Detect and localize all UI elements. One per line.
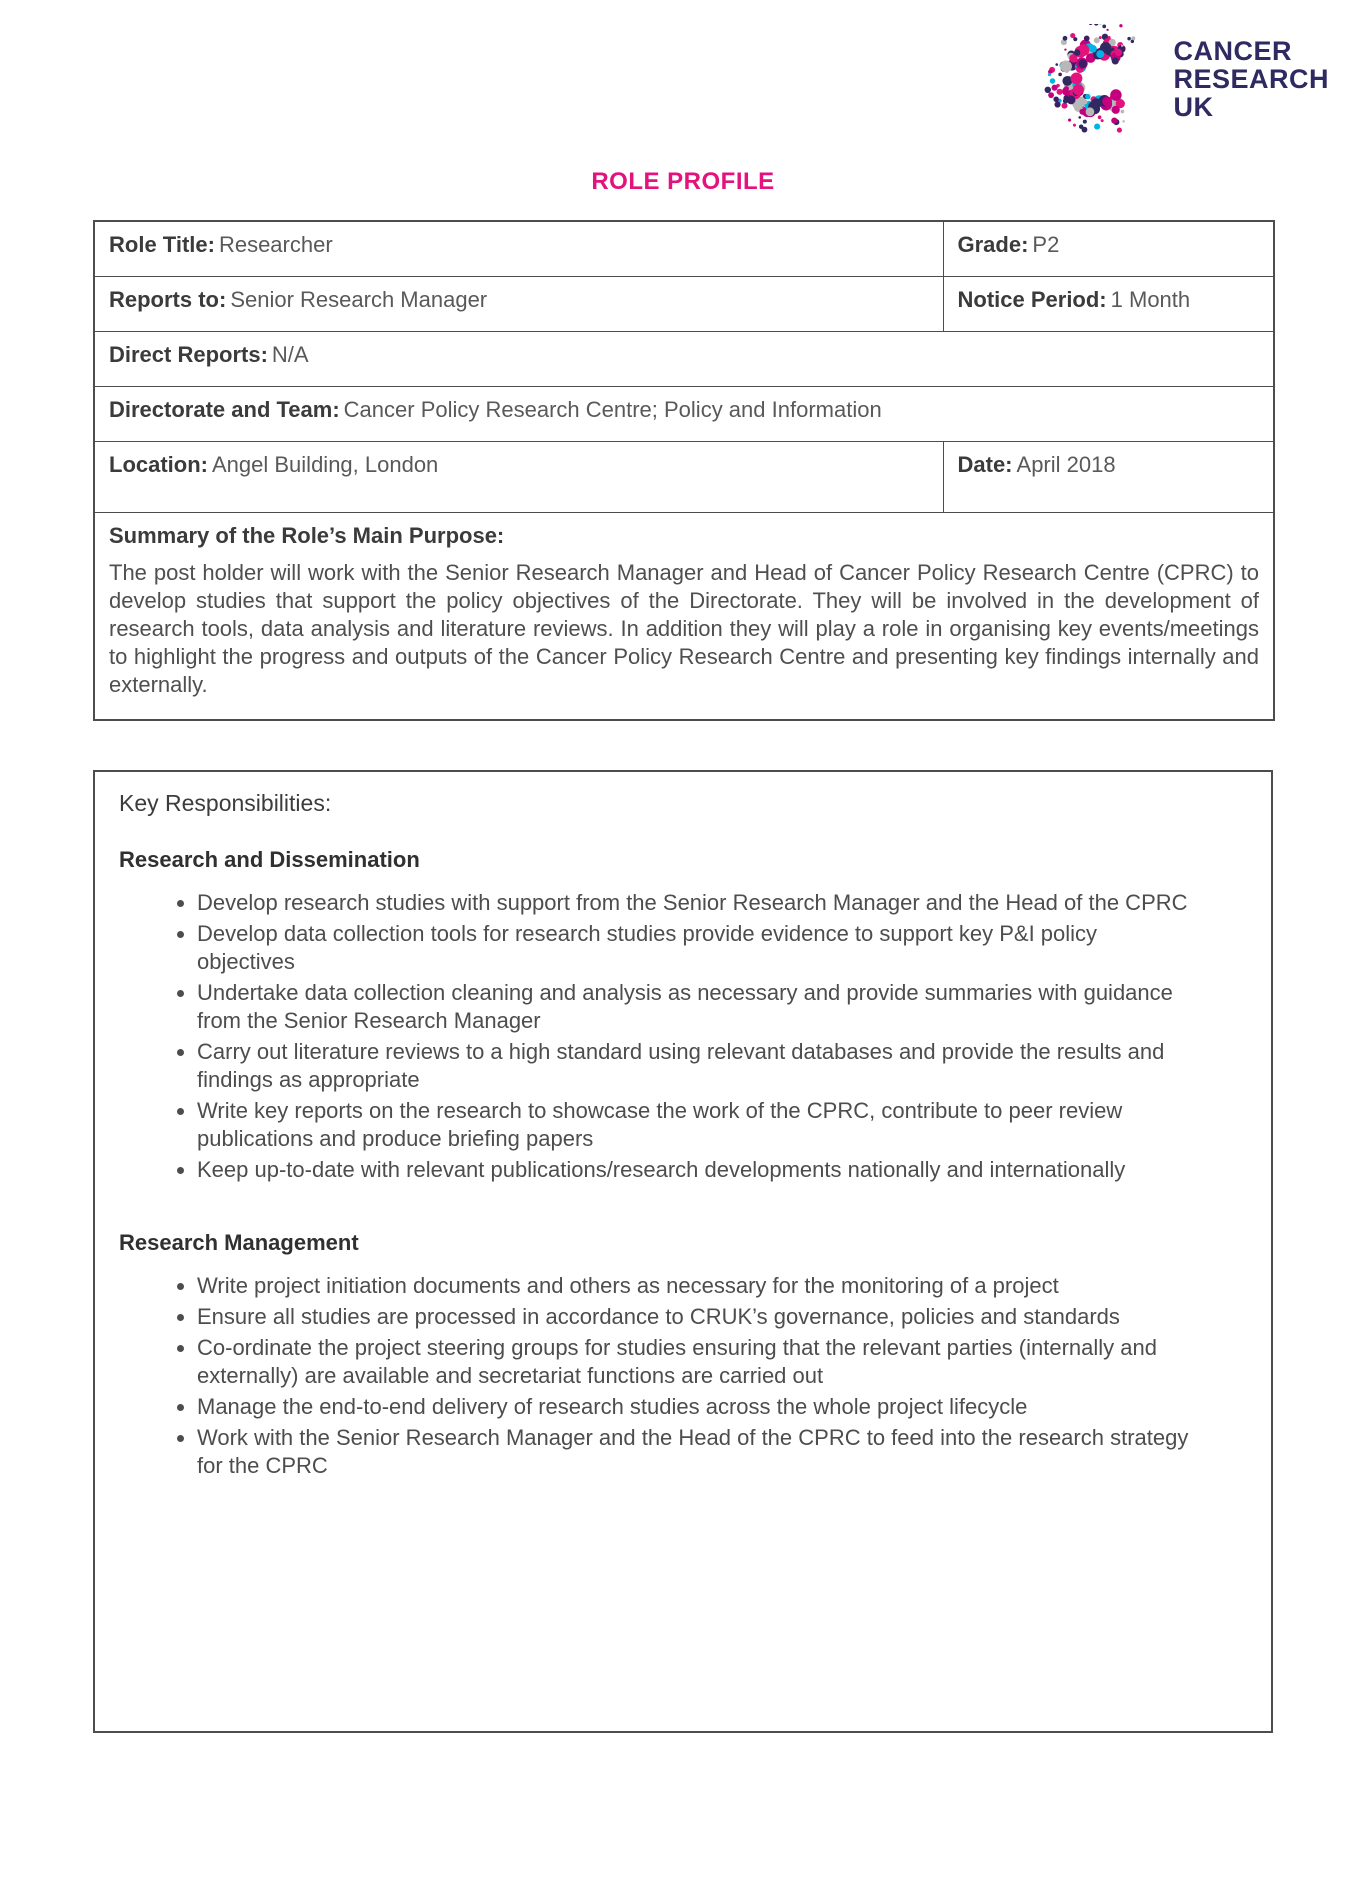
logo-word-research: RESEARCH [1173,64,1329,94]
table-row [94,442,1274,513]
summary-label: Summary of the Role’s Main Purpose: [109,523,505,548]
grade-label: Grade: [957,232,1029,257]
location-value: Angel Building, London [212,452,439,477]
list-item: • Write project initiation documents and others as necessary for the monitoring of a project [197,1272,1192,1300]
list-item: • Co-ordinate the project steering groups for studies ensuring that the relevant parties (internally and externally) are available and secretariat functions are carried out [197,1334,1192,1390]
list-item: • Manage the end-to-end delivery of research studies across the whole project lifecycle [197,1393,1192,1421]
directorate-team-label: Directorate and Team: [109,397,340,422]
logo-word-cancer: CANCER [1173,36,1292,66]
summary-paragraph: The post holder will work with the Senior Research Manager and Head of Cancer Policy Research Centre (CPRC) to develop studies that support the policy objectives of the Directorate. They will be involved in the development of research tools, data analysis and literature reviews. In addition they will play a role in organising key events/meetings to highlight the progress and outputs of the Cancer Policy Research Centre and presenting key findings internally and externally. [109,560,1259,697]
list-item: • Ensure all studies are processed in accordance to CRUK’s governance, policies and standards [197,1303,1192,1331]
key-responsibilities-heading: Key Responsibilities: [119,790,332,816]
directorate-team-value: Cancer Policy Research Centre; Policy and Information [343,397,882,422]
list-item: • Carry out literature reviews to a high standard using relevant databases and provide the results and findings as appropriate [197,1038,1192,1094]
cruk-dotted-c-icon [1037,24,1159,134]
reports-to-value: Senior Research Manager [230,287,488,312]
table-row [94,513,1274,721]
table-row [94,387,1274,442]
cell-notice-period [943,277,1274,332]
date-value: April 2018 [1016,452,1116,477]
date-label: Date: [957,452,1013,477]
list-item: • Undertake data collection cleaning and analysis as necessary and provide summaries with guidance from the Senior Research Manager [197,979,1192,1035]
cell-grade [943,221,1274,277]
list-item: • Work with the Senior Research Manager and the Head of the CPRC to feed into the research strategy for the CPRC [197,1424,1192,1480]
direct-reports-value: N/A [271,342,309,367]
list-item: • Write key reports on the research to showcase the work of the CPRC, contribute to peer review publications and produce briefing papers [197,1097,1192,1153]
cell-summary [94,513,1274,721]
cell-date [943,442,1274,513]
grade-value: P2 [1032,232,1060,257]
research-management-list [119,1272,1247,1480]
cruk-logo [1037,24,1329,134]
logo-word-uk: UK [1173,92,1214,122]
direct-reports-label: Direct Reports: [109,342,268,367]
list-item: • Develop research studies with support from the Senior Research Manager and the Head of the CPRC [197,889,1192,917]
cruk-logo-text [1173,37,1329,121]
notice-period-value: 1 Month [1110,287,1191,312]
cell-directorate-team [94,387,1274,442]
cell-reports-to [94,277,943,332]
notice-period-label: Notice Period: [957,287,1107,312]
role-title-label: Role Title: [109,232,215,257]
list-item: • Develop data collection tools for research studies provide evidence to support key P&I policy objectives [197,920,1192,976]
cell-role-title [94,221,943,277]
key-responsibilities-box [93,770,1273,1733]
reports-to-label: Reports to: [109,287,227,312]
page-title: ROLE PROFILE [591,168,775,195]
section-title-research-management: Research Management [119,1230,359,1255]
table-row [94,277,1274,332]
cell-direct-reports [94,332,1274,387]
cell-location [94,442,943,513]
list-item: • Keep up-to-date with relevant publications/research developments nationally and internationally [197,1156,1192,1184]
location-label: Location: [109,452,208,477]
section-title-research-dissemination: Research and Dissemination [119,847,420,872]
research-dissemination-list [119,889,1247,1184]
table-row [94,221,1274,277]
role-profile-table [93,220,1275,721]
role-title-value: Researcher [218,232,333,257]
table-row [94,332,1274,387]
